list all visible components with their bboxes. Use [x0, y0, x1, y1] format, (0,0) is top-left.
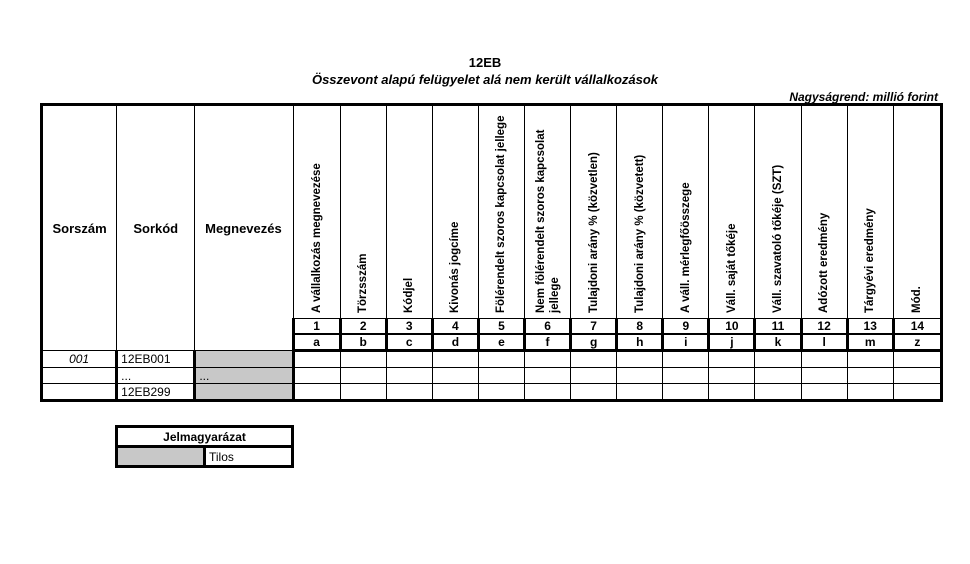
cell-sorszam[interactable]: [42, 384, 117, 401]
data-cell[interactable]: [478, 351, 524, 368]
column-letter: e: [478, 334, 524, 351]
column-number: 6: [525, 319, 571, 335]
data-cell[interactable]: [663, 384, 709, 401]
data-cell[interactable]: [525, 351, 571, 368]
data-cell[interactable]: [478, 368, 524, 384]
column-header-label: Nem fölérendelt szoros kapcsolat jellege: [534, 129, 561, 313]
data-cell[interactable]: [617, 384, 663, 401]
column-letter: d: [432, 334, 478, 351]
data-cell[interactable]: [293, 384, 340, 401]
column-header: [847, 105, 893, 319]
column-header: [755, 105, 801, 319]
column-header: [617, 105, 663, 319]
data-cell[interactable]: [755, 351, 801, 368]
report-table: [40, 103, 943, 402]
data-cell[interactable]: [386, 351, 432, 368]
data-cell[interactable]: [847, 384, 893, 401]
data-cell[interactable]: [709, 384, 755, 401]
column-header: [893, 105, 941, 319]
unit-label: Nagyságrend: millió forint: [789, 90, 938, 104]
data-cell[interactable]: [386, 368, 432, 384]
column-number: 9: [663, 319, 709, 335]
column-header-label: Kódjel: [403, 277, 416, 313]
report-code: 12EB: [468, 55, 502, 70]
column-letter: f: [525, 334, 571, 351]
column-header-label: Fölérendelt szoros kapcsolat jellege: [495, 115, 508, 313]
data-cell[interactable]: [293, 351, 340, 368]
header-sorkod: Sorkód: [117, 105, 195, 351]
column-letter: a: [293, 334, 340, 351]
data-cell[interactable]: [893, 368, 941, 384]
column-number: 8: [617, 319, 663, 335]
table-row: [42, 368, 942, 384]
legend-table: [115, 425, 294, 468]
column-letter: g: [571, 334, 617, 351]
data-cell[interactable]: [617, 351, 663, 368]
cell-megnevezes-forbidden: [195, 351, 293, 368]
data-cell[interactable]: [663, 351, 709, 368]
table-row: [42, 384, 942, 401]
column-number: 2: [340, 319, 386, 335]
column-letter: c: [386, 334, 432, 351]
column-letter: i: [663, 334, 709, 351]
column-header: [525, 105, 571, 319]
data-cell[interactable]: [432, 351, 478, 368]
column-header-label: Kivonás jogcíme: [449, 221, 462, 313]
data-cell[interactable]: [617, 368, 663, 384]
column-header: [478, 105, 524, 319]
header-row: [42, 105, 942, 319]
data-cell[interactable]: [525, 368, 571, 384]
data-cell[interactable]: [709, 368, 755, 384]
cell-sorszam[interactable]: [42, 368, 117, 384]
data-cell[interactable]: [432, 384, 478, 401]
cell-megnevezes-forbidden: [195, 384, 293, 401]
column-header: [663, 105, 709, 319]
column-header-label: Adózott eredmény: [818, 212, 831, 313]
header-megnevezes: Megnevezés: [195, 105, 293, 351]
table-row: [42, 351, 942, 368]
data-cell[interactable]: [755, 384, 801, 401]
column-number: 13: [847, 319, 893, 335]
column-number: 12: [801, 319, 847, 335]
data-cell[interactable]: [571, 368, 617, 384]
column-header-label: Váll. szavatoló tőkéje (SZT): [772, 164, 785, 313]
column-header: [340, 105, 386, 319]
data-cell[interactable]: [847, 351, 893, 368]
column-number: 1: [293, 319, 340, 335]
data-cell[interactable]: [340, 351, 386, 368]
data-cell[interactable]: [893, 351, 941, 368]
data-cell[interactable]: [571, 351, 617, 368]
data-cell[interactable]: [801, 351, 847, 368]
data-cell[interactable]: [340, 368, 386, 384]
column-header: [386, 105, 432, 319]
data-cell[interactable]: [571, 384, 617, 401]
cell-sorszam[interactable]: 001: [42, 351, 117, 368]
column-header-label: Váll. saját tőkéje: [725, 223, 738, 313]
column-number: 4: [432, 319, 478, 335]
column-header: [432, 105, 478, 319]
column-header-label: A vállalkozás megnevezése: [310, 163, 323, 313]
column-number: 11: [755, 319, 801, 335]
data-cell[interactable]: [893, 384, 941, 401]
column-header: [709, 105, 755, 319]
column-header-label: Tárgyévi eredmény: [864, 208, 877, 313]
column-header-label: Mód.: [910, 286, 923, 313]
legend-title: Jelmagyarázat: [117, 427, 293, 447]
column-number: 3: [386, 319, 432, 335]
report-title: Összevont alapú felügyelet alá nem került vállalkozások: [311, 72, 659, 87]
column-header-label: A váll. mérlegfőösszege: [679, 182, 692, 313]
data-cell[interactable]: [801, 384, 847, 401]
column-header-label: Tulajdoni arány % (közvetlen): [587, 152, 600, 313]
column-letter: j: [709, 334, 755, 351]
cell-sorkod: 12EB299: [117, 384, 195, 401]
header-sorszam: Sorszám: [42, 105, 117, 351]
data-cell[interactable]: [755, 368, 801, 384]
column-number: 5: [478, 319, 524, 335]
column-letter: z: [893, 334, 941, 351]
data-cell[interactable]: [432, 368, 478, 384]
column-letter: k: [755, 334, 801, 351]
column-letter: m: [847, 334, 893, 351]
data-cell[interactable]: [386, 384, 432, 401]
data-cell[interactable]: [478, 384, 524, 401]
cell-sorkod: 12EB001: [117, 351, 195, 368]
data-cell[interactable]: [293, 368, 340, 384]
data-cell[interactable]: [801, 368, 847, 384]
column-number: 7: [571, 319, 617, 335]
data-cell[interactable]: [340, 384, 386, 401]
column-number: 10: [709, 319, 755, 335]
column-letter: b: [340, 334, 386, 351]
legend-swatch: [117, 447, 205, 467]
data-cell[interactable]: [663, 368, 709, 384]
legend-label: Tilos: [205, 447, 293, 467]
data-cell[interactable]: [847, 368, 893, 384]
data-cell[interactable]: [525, 384, 571, 401]
data-cell[interactable]: [709, 351, 755, 368]
column-header: [801, 105, 847, 319]
cell-megnevezes-forbidden: ...: [195, 368, 293, 384]
column-header-label: Törzsszám: [357, 253, 370, 313]
cell-sorkod: ...: [117, 368, 195, 384]
column-letter: l: [801, 334, 847, 351]
column-number: 14: [893, 319, 941, 335]
column-header: [293, 105, 340, 319]
column-header-label: Tulajdoni arány % (közvetett): [633, 154, 646, 313]
column-letter: h: [617, 334, 663, 351]
column-header: [571, 105, 617, 319]
